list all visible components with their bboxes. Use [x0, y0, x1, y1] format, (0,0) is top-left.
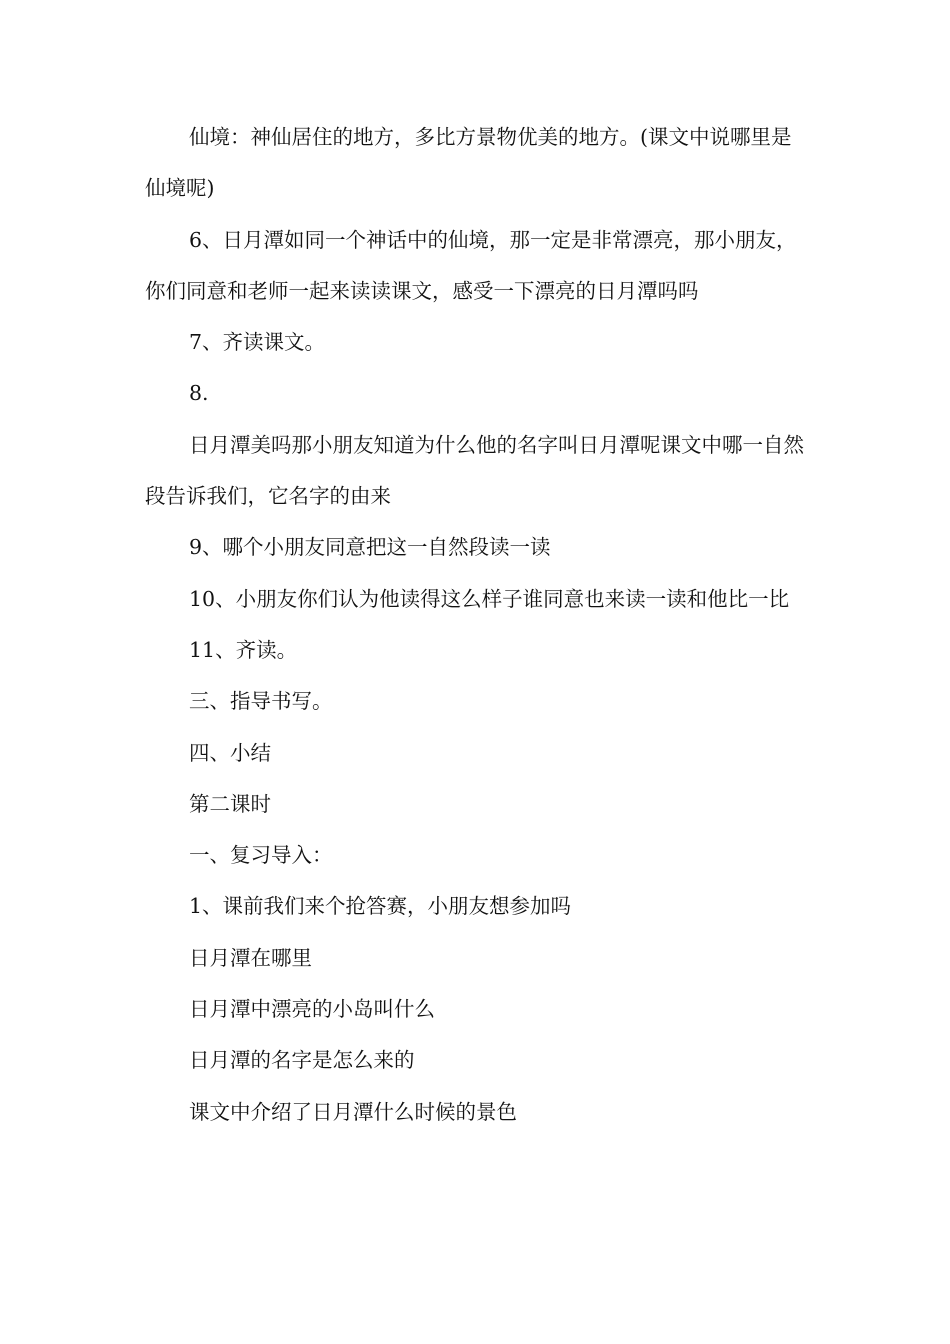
paragraph: 1、课前我们来个抢答赛，小朋友想参加吗 — [189, 894, 572, 919]
paragraph: 仙境：神仙居住的地方，多比方景物优美的地方。(课文中说哪里是仙境呢) — [145, 125, 792, 201]
paragraph: 日月潭在哪里 — [189, 945, 312, 970]
paragraph: 7、齐读课文。 — [189, 330, 326, 355]
paragraph: 第二课时 — [189, 791, 271, 816]
paragraph: 一、复习导入： — [189, 843, 333, 868]
document-body — [145, 112, 805, 1138]
paragraph: 日月潭美吗那小朋友知道为什么他的名字叫日月潭呢课文中哪一自然段告诉我们，它名字的由来 — [145, 432, 804, 509]
paragraph: 11、齐读。 — [189, 637, 298, 662]
paragraph: 日月潭中漂亮的小岛叫什么 — [189, 997, 435, 1022]
paragraph: 三、指导书写。 — [189, 689, 333, 714]
paragraph: 8. — [189, 381, 209, 406]
paragraph: 课文中介绍了日月潭什么时候的景色 — [189, 1099, 517, 1124]
paragraph: 四、小结 — [189, 740, 271, 765]
paragraph: 9、哪个小朋友同意把这一自然段读一读 — [189, 535, 551, 560]
paragraph: 日月潭的名字是怎么来的 — [189, 1048, 415, 1073]
paragraph: 6、日月潭如同一个神话中的仙境，那一定是非常漂亮，那小朋友，你们同意和老师一起来读读课文，感受一下漂亮的日月潭吗吗 — [145, 227, 797, 303]
paragraph: 10、小朋友你们认为他读得这么样子谁同意也来读一读和他比一比 — [189, 586, 790, 611]
